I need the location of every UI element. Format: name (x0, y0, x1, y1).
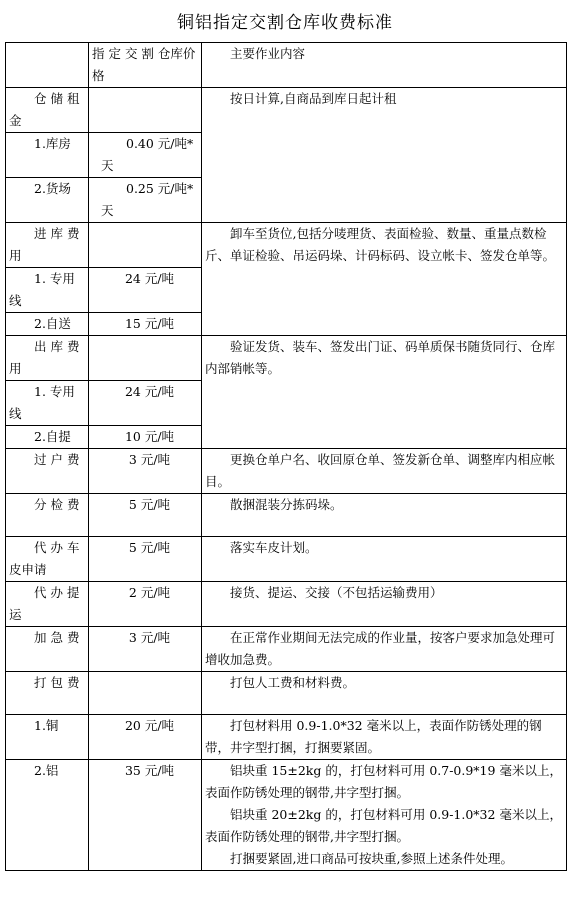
item-name: 分 检 费 (6, 494, 89, 537)
table-row (6, 223, 567, 268)
header-row (6, 43, 567, 88)
item-desc: 铝块重 15±2kg 的，打包材料可用 0.7-0.9*19 毫米以上，表面作防锈处理的钢带,井字型打捆。 铝块重 20±2kg 的，打包材料可用 0.9-1.0*32 毫米以上，表面作防锈处理的钢带,井字型打捆。 打捆要紧固,进口商品可按块重,参照上述条件处理。 (202, 760, 567, 871)
item-desc: 按日计算,自商品到库日起计租 (202, 88, 567, 223)
table-row (6, 627, 567, 672)
item-price (89, 223, 202, 268)
item-price (89, 672, 202, 715)
item-name: 1. 专用线 (6, 268, 89, 313)
item-name: 1. 专用线 (6, 381, 89, 426)
table-row (6, 336, 567, 381)
table-row (6, 494, 567, 537)
item-price: 2 元/吨 (89, 582, 202, 627)
item-price: 20 元/吨 (89, 715, 202, 760)
item-price: 0.40 元/吨*天 (89, 133, 202, 178)
item-price: 5 元/吨 (89, 494, 202, 537)
item-price: 24 元/吨 (89, 268, 202, 313)
item-name: 进 库 费用 (6, 223, 89, 268)
item-price (89, 336, 202, 381)
item-name: 代 办 车皮申请 (6, 537, 89, 582)
item-price: 0.25 元/吨*天 (89, 178, 202, 223)
item-name: 仓 储 租金 (6, 88, 89, 133)
item-desc: 卸车至货位,包括分唛理货、表面检验、数量、重量点数检斤、单证检验、吊运码垛、计码标码、设立帐卡、签发仓单等。 (202, 223, 567, 336)
item-name: 代 办 提运 (6, 582, 89, 627)
item-desc: 接货、提运、交接（不包括运输费用） (202, 582, 567, 627)
item-name: 过 户 费 (6, 449, 89, 494)
item-name: 打 包 费 (6, 672, 89, 715)
item-desc: 散捆混装分拣码垛。 (202, 494, 567, 537)
item-price: 35 元/吨 (89, 760, 202, 871)
header-cell-desc: 主要作业内容 (202, 43, 567, 88)
table-row (6, 715, 567, 760)
item-price: 10 元/吨 (89, 426, 202, 449)
table-row (6, 672, 567, 715)
item-name: 2.铝 (6, 760, 89, 871)
item-desc: 在正常作业期间无法完成的作业量，按客户要求加急处理可增收加急费。 (202, 627, 567, 672)
item-name: 2.自提 (6, 426, 89, 449)
item-name: 2.货场 (6, 178, 89, 223)
table-row (6, 582, 567, 627)
table-row (6, 449, 567, 494)
item-name: 出 库 费用 (6, 336, 89, 381)
item-desc: 验证发货、装车、签发出门证、码单质保书随货同行、仓库内部销帐等。 (202, 336, 567, 449)
item-name: 1.库房 (6, 133, 89, 178)
item-price: 3 元/吨 (89, 449, 202, 494)
item-name: 加 急 费 (6, 627, 89, 672)
item-desc: 打包材料用 0.9-1.0*32 毫米以上，表面作防锈处理的钢带，井字型打捆，打捆要紧固。 (202, 715, 567, 760)
item-price: 3 元/吨 (89, 627, 202, 672)
item-desc: 更换仓单户名、收回原仓单、签发新仓单、调整库内相应帐目。 (202, 449, 567, 494)
item-price: 24 元/吨 (89, 381, 202, 426)
item-name: 2.自送 (6, 313, 89, 336)
item-price: 5 元/吨 (89, 537, 202, 582)
item-name: 1.铜 (6, 715, 89, 760)
page-title: 铜铝指定交割仓库收费标准 (177, 13, 393, 33)
item-desc: 打包人工费和材料费。 (202, 672, 567, 715)
table-row (6, 537, 567, 582)
item-price (89, 88, 202, 133)
table-row (6, 760, 567, 871)
item-desc: 落实车皮计划。 (202, 537, 567, 582)
fee-table (5, 42, 567, 871)
table-row (6, 88, 567, 133)
header-cell-price: 指 定 交 割 仓库价格 (89, 43, 202, 88)
header-cell-item (6, 43, 89, 88)
item-price: 15 元/吨 (89, 313, 202, 336)
